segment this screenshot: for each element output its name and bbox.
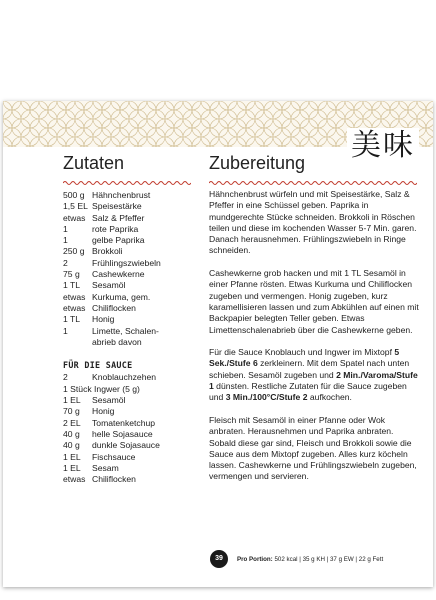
- ingredient-name: Chiliflocken: [92, 474, 136, 485]
- ingredient-amount: etwas: [63, 291, 86, 302]
- step-text: Fleisch mit Sesamöl in einer Pfanne oder Wok anbraten. Herausnehmen und Paprika anbraten. Sobald diese gar sind, Fleisch und Brokkoli sowie die Sauce aus dem Mixtopf zugeben. Alles kurz köcheln lassen. Cashewkerne und Frühlingszwiebeln zugeben, vermengen und servieren.: [209, 414, 417, 482]
- ingredient-name: Salz & Pfeffer: [92, 212, 145, 223]
- ingredient-amount: 1: [63, 223, 68, 234]
- ingredients-list: [63, 190, 203, 485]
- ingredient-row: [63, 326, 203, 337]
- ingredient-row: [63, 190, 203, 201]
- sauce-ingredients: [63, 372, 203, 485]
- ingredient-name: Knoblauchzehen: [92, 372, 157, 383]
- preparation-step: [209, 415, 421, 483]
- ingredient-row: [63, 337, 203, 348]
- ingredient-name: Tomatenketchup: [92, 417, 156, 428]
- ingredient-row: [63, 258, 203, 269]
- ingredient-amount: etwas: [63, 474, 86, 485]
- ingredient-amount: 2: [63, 257, 68, 268]
- ingredient-amount: [63, 337, 92, 348]
- ingredient-row: [63, 235, 203, 246]
- ingredient-amount: 40 g: [63, 440, 80, 451]
- ingredient-row: [63, 406, 203, 417]
- ingredient-amount: 1: [63, 235, 68, 246]
- sauce-subheading: FÜR DIE SAUCE: [63, 360, 133, 371]
- ingredient-row: [63, 314, 203, 325]
- ingredient-row: [63, 224, 203, 235]
- ingredient-name: Honig: [92, 314, 115, 325]
- ingredient-amount: 75 g: [63, 269, 80, 280]
- ingredient-name: helle Sojasauce: [92, 428, 153, 439]
- wave-divider-ingredients: [63, 179, 191, 187]
- ingredient-row: [63, 201, 203, 212]
- portion-label: Pro Portion:: [237, 556, 273, 563]
- ingredient-name: Speisestärke: [92, 201, 142, 212]
- ingredient-amount: etwas: [63, 212, 86, 223]
- page-number-badge: 39: [210, 550, 228, 568]
- ingredient-name: abrieb davon: [92, 336, 142, 347]
- ingredient-row: [63, 372, 203, 383]
- ingredient-name: rote Paprika: [92, 223, 139, 234]
- ingredient-name: Honig: [92, 406, 115, 417]
- portion-values: 502 kcal | 35 g KH | 37 g EW | 22 g Fett: [274, 556, 384, 563]
- ingredient-name: gelbe Paprika: [92, 235, 145, 246]
- ingredient-amount: 500 g: [63, 190, 85, 200]
- ingredient-amount: 1 EL: [63, 451, 81, 462]
- ingredient-name: Brokkoli: [92, 246, 123, 257]
- ingredient-row: [63, 395, 203, 406]
- ingredient-amount: 2 EL: [63, 417, 81, 428]
- ingredient-name: Sesamöl: [92, 395, 126, 406]
- step-setting-bold: 3 Min./100°C/Stufe 2: [225, 392, 308, 403]
- step-setting-bold: 2 Min./Varoma/Stufe 1: [209, 369, 418, 392]
- ingredient-row: [63, 213, 203, 224]
- ingredient-row: [63, 452, 203, 463]
- ingredient-amount: 1,5 EL: [63, 201, 88, 212]
- preparation-step: [209, 189, 421, 257]
- step-setting-bold: 5 Sek./Stufe 6: [209, 347, 400, 369]
- ingredient-name: Fischsauce: [92, 451, 136, 462]
- wave-divider-preparation: [209, 179, 417, 187]
- ingredient-name: Chiliflocken: [92, 302, 136, 313]
- ingredient-row: [63, 429, 203, 440]
- preparation-heading: Zubereitung: [209, 153, 306, 173]
- recipe-page: [3, 101, 433, 587]
- step-text: zerkleinern. Mit dem Spatel nach unten schieben. Sesamöl zugeben und: [209, 358, 410, 380]
- main-ingredients: [63, 190, 203, 348]
- ingredient-amount: 1 EL: [63, 462, 81, 473]
- ingredient-row: [63, 384, 203, 395]
- step-text: Für die Sauce Knoblauch und Ingwer im Mixtopf: [209, 347, 395, 358]
- step-text: dünsten. Restliche Zutaten für die Sauce zugeben und: [209, 381, 407, 403]
- step-text: aufkochen.: [307, 392, 352, 403]
- ingredient-amount: 1 TL: [63, 280, 81, 291]
- preparation-step: [209, 347, 421, 403]
- ingredient-row: [63, 463, 203, 474]
- ingredient-name: dunkle Sojasauce: [92, 440, 160, 451]
- step-text: Hähnchenbrust würfeln und mit Speisestärke, Salz & Pfeffer in eine Schüssel geben. Paprika in mundgerechte Stücke schneiden. Brokkoli in Röschen teilen und diese im kochenden Wasser 5-7 Min. garen. Danach herausnehmen. Frühlingszwiebeln in Ringe schneiden.: [209, 189, 417, 256]
- ingredient-amount: 1 EL: [63, 395, 81, 406]
- ingredient-row: [63, 269, 203, 280]
- ingredient-name: Frühlingszwiebeln: [92, 257, 161, 268]
- ingredient-amount: 1 TL: [63, 314, 81, 325]
- ingredient-row: [63, 474, 203, 485]
- ingredient-name: Sesam: [92, 462, 119, 473]
- ingredient-name: Hähnchenbrust: [92, 190, 151, 200]
- ingredient-row: [63, 418, 203, 429]
- preparation-step: [209, 268, 421, 336]
- ingredient-name: Kurkuma, gem.: [92, 291, 151, 302]
- ingredient-amount: etwas: [63, 302, 86, 313]
- ingredient-name: Limette, Schalen-: [92, 325, 159, 336]
- ingredients-heading: Zutaten: [63, 153, 125, 173]
- ingredient-amount: 250 g: [63, 246, 85, 257]
- ingredient-amount: 70 g: [63, 406, 80, 417]
- ingredient-row: [63, 292, 203, 303]
- ingredient-row: [63, 440, 203, 451]
- kanji-title: 美味: [347, 128, 419, 164]
- ingredient-row: [63, 246, 203, 257]
- nutrition-info: [237, 556, 383, 563]
- ingredient-text: 1 Stück Ingwer (5 g): [63, 383, 140, 394]
- ingredient-amount: 40 g: [63, 428, 80, 439]
- preparation-steps: [209, 189, 421, 494]
- ingredient-row: [63, 280, 203, 291]
- ingredient-row: [63, 303, 203, 314]
- step-text: Cashewkerne grob hacken und mit 1 TL Sesamöl in einer Pfanne rösten. Etwas Kurkuma und Chiliflocken zugeben und vermengen. Honig zugeben, kurz karamellisieren lassen und zum Abkühlen auf einen mit Backpapier belegten Teller geben. Etwas Limettenschalenabrieb über die Cashewkerne geben.: [209, 268, 419, 335]
- ingredient-name: Sesamöl: [92, 280, 126, 291]
- ingredient-amount: 1: [63, 325, 68, 336]
- ingredient-amount: 2: [63, 372, 68, 383]
- ingredient-name: Cashewkerne: [92, 269, 145, 280]
